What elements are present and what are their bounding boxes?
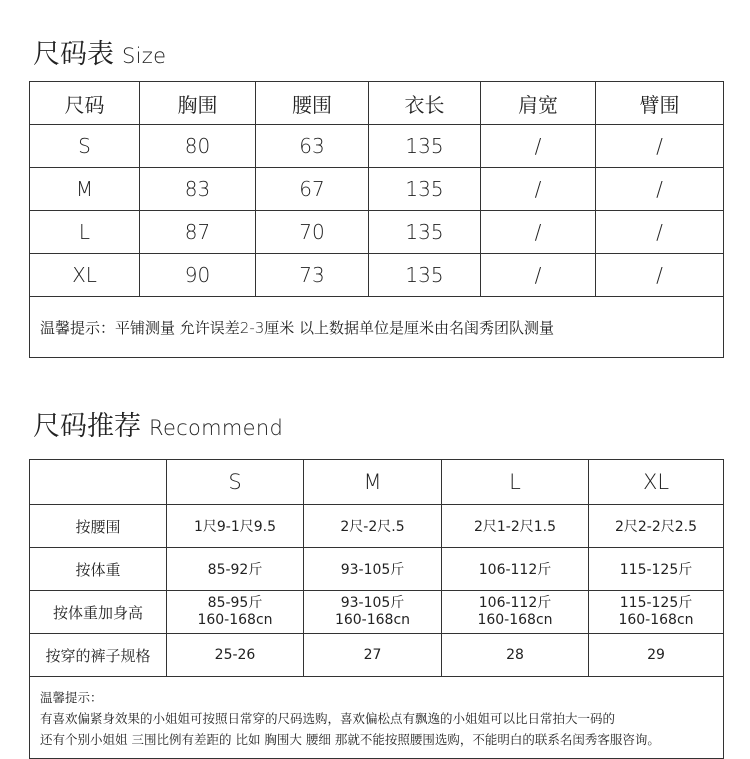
recommend-cell (304, 591, 442, 634)
recommend-header-cell (30, 460, 167, 505)
recommend-cell (442, 548, 589, 591)
size-cell: 90 (140, 254, 256, 297)
size-cell: / (481, 125, 596, 168)
size-table (29, 81, 724, 358)
size-chart-title-zh: 尺码表 (33, 39, 114, 70)
size-cell: 135 (369, 211, 481, 254)
size-row (30, 168, 724, 211)
size-header-cell: 胸围 (140, 82, 256, 125)
recommend-row (30, 505, 724, 548)
recommend-title (33, 404, 283, 443)
recommend-title-zh: 尺码推荐 (33, 411, 141, 442)
recommend-cell (442, 505, 589, 548)
recommend-cell-line: 93-105斤 (340, 595, 405, 611)
recommend-cell (167, 505, 304, 548)
recommend-cell (442, 634, 589, 677)
size-header-cell: 臂围 (596, 82, 724, 125)
recommend-cell-line: 85-92斤 (207, 562, 263, 578)
size-cell: / (481, 254, 596, 297)
recommend-cell-line: 2尺1-2尺1.5 (473, 519, 557, 535)
size-cell: 135 (369, 168, 481, 211)
size-cell: 87 (140, 211, 256, 254)
size-cell: L (30, 211, 140, 254)
recommend-cell (304, 505, 442, 548)
recommend-header-row (30, 460, 724, 505)
recommend-note-line: 温馨提示： (40, 690, 103, 705)
recommend-cell-line: 25-26 (214, 647, 256, 663)
recommend-cell-line: 106-112斤 (478, 595, 552, 611)
recommend-cell (589, 634, 724, 677)
size-header-cell: 衣长 (369, 82, 481, 125)
recommend-note-line: 有喜欢偏紧身效果的小姐姐可按照日常穿的尺码选购，喜欢偏松点有飘逸的小姐姐可以比日常拍大一码的 (40, 711, 616, 726)
recommend-cell (304, 548, 442, 591)
recommend-cell-line: 160-168cn (197, 612, 273, 628)
size-chart-title (33, 32, 166, 71)
size-cell: 63 (256, 125, 369, 168)
recommend-note-row (30, 677, 724, 759)
recommend-cell-line: 85-95斤 (207, 595, 263, 611)
recommend-cell-line: 115-125斤 (619, 595, 693, 611)
recommend-cell (589, 591, 724, 634)
recommend-cell-line: 1尺9-1尺9.5 (193, 519, 277, 535)
recommend-cell (589, 548, 724, 591)
size-cell: 73 (256, 254, 369, 297)
recommend-cell (167, 548, 304, 591)
recommend-cell-line: 2尺2-2尺2.5 (614, 519, 698, 535)
size-chart-title-en: Size (122, 44, 167, 68)
size-row (30, 211, 724, 254)
size-note-row (30, 297, 724, 358)
size-row (30, 254, 724, 297)
recommend-cell (589, 505, 724, 548)
recommend-cell-line: 27 (363, 647, 382, 663)
recommend-cell (442, 591, 589, 634)
size-cell: / (481, 211, 596, 254)
recommend-title-en: Recommend (149, 416, 284, 440)
size-cell: M (30, 168, 140, 211)
recommend-row-label: 按腰围 (30, 505, 167, 548)
recommend-cell-line: 28 (506, 647, 524, 663)
recommend-row (30, 591, 724, 634)
recommend-row (30, 548, 724, 591)
recommend-cell-line: 93-105斤 (340, 562, 405, 578)
size-cell: 135 (369, 254, 481, 297)
recommend-note-line: 还有个别小姐姐 三围比例有差距的 比如 胸围大 腰细 那就不能按照腰围选购，不能明白的联系名闺秀客服咨询。 (40, 732, 660, 747)
recommend-row (30, 634, 724, 677)
size-header-cell: 尺码 (30, 82, 140, 125)
size-cell: 83 (140, 168, 256, 211)
recommend-row-label: 按体重加身高 (30, 591, 167, 634)
recommend-cell (304, 634, 442, 677)
size-cell: S (30, 125, 140, 168)
size-cell: 80 (140, 125, 256, 168)
size-header-row (30, 82, 724, 125)
recommend-cell-line: 106-112斤 (478, 562, 552, 578)
recommend-cell-line: 160-168cn (477, 612, 553, 628)
recommend-cell (167, 634, 304, 677)
recommend-header-cell: XL (589, 460, 724, 505)
size-cell: / (596, 125, 724, 168)
size-cell: XL (30, 254, 140, 297)
size-cell: 70 (256, 211, 369, 254)
recommend-header-cell: S (167, 460, 304, 505)
recommend-header-cell: L (442, 460, 589, 505)
size-cell: 67 (256, 168, 369, 211)
recommend-row-label: 按体重 (30, 548, 167, 591)
size-header-cell: 腰围 (256, 82, 369, 125)
size-cell: / (596, 254, 724, 297)
size-cell: / (596, 211, 724, 254)
recommend-note (30, 677, 724, 759)
size-cell: 135 (369, 125, 481, 168)
recommend-cell-line: 2尺-2尺.5 (340, 519, 405, 535)
size-row (30, 125, 724, 168)
size-cell: / (481, 168, 596, 211)
recommend-table (29, 459, 724, 759)
size-note: 温馨提示：平铺测量 允许误差2-3厘米 以上数据单位是厘米由名闺秀团队测量 (30, 297, 724, 358)
recommend-cell-line: 160-168cn (334, 612, 411, 628)
recommend-cell-line: 115-125斤 (619, 562, 693, 578)
recommend-cell-line: 160-168cn (618, 612, 694, 628)
size-header-cell: 肩宽 (481, 82, 596, 125)
recommend-header-cell: M (304, 460, 442, 505)
recommend-row-label: 按穿的裤子规格 (30, 634, 167, 677)
size-cell: / (596, 168, 724, 211)
recommend-cell-line: 29 (647, 647, 665, 663)
recommend-cell (167, 591, 304, 634)
